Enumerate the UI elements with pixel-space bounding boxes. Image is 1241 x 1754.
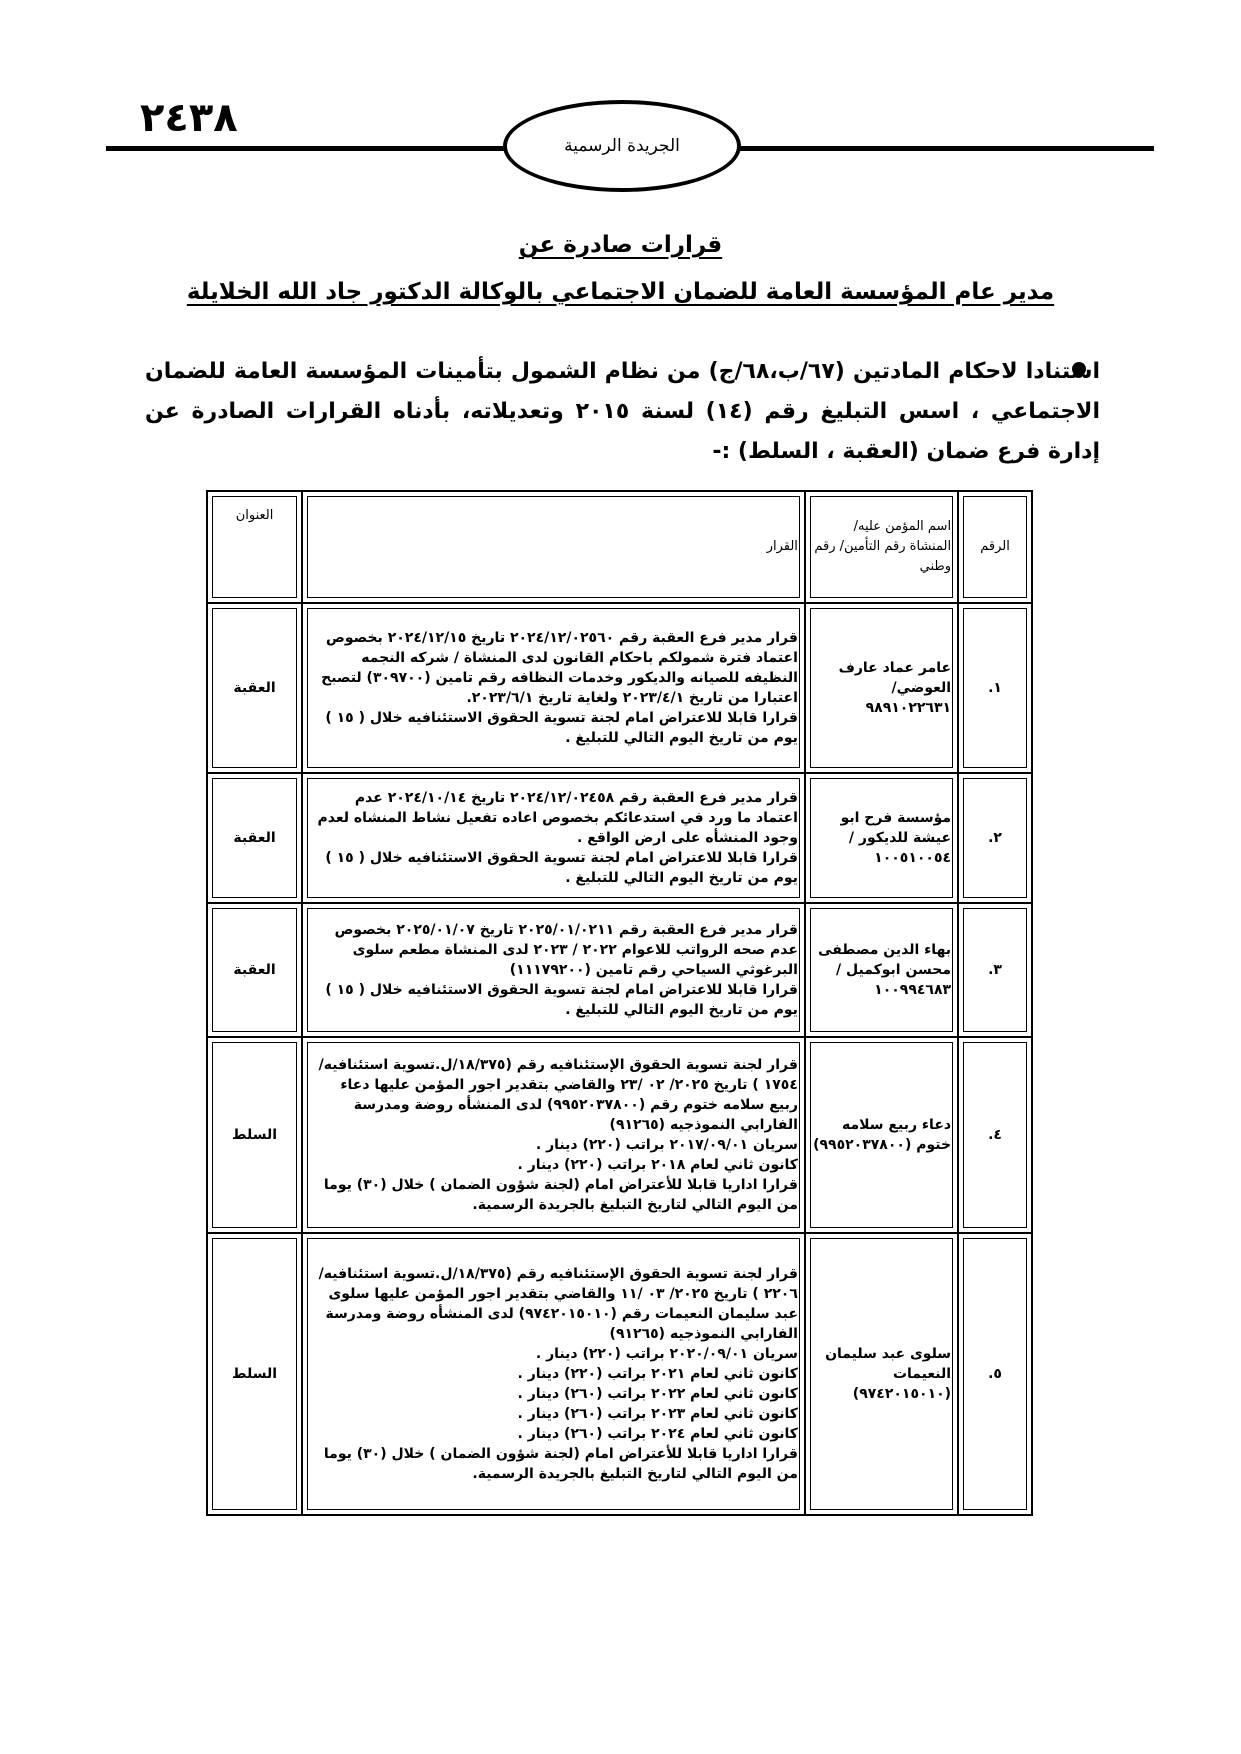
decision-line: كانون ثاني لعام ٢٠٢٤ براتب (٢٦٠) دينار . [517,1426,798,1442]
decision-line: قرارا اداريا قابلا للأعتراض امام (لجنة شؤون الضمان ) خلال (٣٠) يوما من اليوم التالي لتاريخ التبليغ بالجريدة الرسمية. [323,1446,798,1482]
decisions-table [206,490,1033,1516]
row-address: السلط [207,1233,302,1515]
table-row [207,1037,1032,1233]
header-number: الرقم [958,491,1032,603]
intro-paragraph: استنادا لاحكام المادتين (٦٧/ب،٦٨/ج) من نظام الشمول بتأمينات المؤسسة العامة للضمان الاجتماعي ، اسس التبليغ رقم (١٤) لسنة ٢٠١٥ وتعديلاته، بأدناه القرارات الصادرة عن إدارة فرع ضمان (العقبة ، السلط) :- [145,359,1100,464]
decision-line: كانون ثاني لعام ٢٠٢٢ براتب (٢٦٠) دينار . [517,1386,798,1402]
row-address: العقبة [207,903,302,1037]
table-body [207,603,1032,1515]
decision-line: قرار لجنة تسوية الحقوق الإستئنافيه رقم (١٨/٣٧٥/ل.تسوية استئنافيه/١٧٥٤ ) تاريخ ٢٠٢٥/ ٠٢ /٢٣ والقاضي بتقدير اجور المؤمن عليها دعاء ربيع سلامه ختوم رقم (٩٩٥٢٠٣٧٨٠٠) لدى المنشأه روضة ومدرسة الفارابي النموذجيه (٩١٢٦٥) [318,1057,798,1133]
row-decision [302,1037,805,1233]
decision-line: كانون ثاني لعام ٢٠١٨ براتب (٢٢٠) دينار . [517,1157,798,1173]
row-insured-name: دعاء ربيع سلامه ختوم (٩٩٥٢٠٣٧٨٠٠) [805,1037,958,1233]
table-row [207,1233,1032,1515]
row-number: ٢. [958,773,1032,903]
decision-line: قرارا قابلا للاعتراض امام لجنة تسوية الحقوق الاستئنافيه خلال ( ١٥ ) يوم من تاريخ اليوم التالي للتبليغ . [325,850,798,886]
decision-line: كانون ثاني لعام ٢٠٢٣ براتب (٢٦٠) دينار . [517,1406,798,1422]
table-row [207,903,1032,1037]
decision-line: قرار مدير فرع العقبة رقم ٢٠٢٤/١٢/٠٢٥٦٠ تاريخ ٢٠٢٤/١٢/١٥ بخصوص اعتماد فترة شمولكم باحكام القانون لدى المنشاة / شركه النجمه النظيفه للصيانه والديكور وخدمات النظافه رقم تامين (٣٠٩٧٠٠) لتصبح اعتبارا من تاريخ ٢٠٢٣/٤/١ ولغاية تاريخ ٢٠٢٣/٦/١. [321,630,798,706]
row-insured-name: بهاء الدين مصطفى محسن ابوكميل / ١٠٠٩٩٤٦٨٣ [805,903,958,1037]
header-address: العنوان [207,491,302,603]
row-address: العقبة [207,603,302,773]
row-number: ١. [958,603,1032,773]
table-header-row [207,491,1032,603]
row-insured-name: عامر عماد عارف العوضي/ ٩٨٩١٠٢٢٦٣١ [805,603,958,773]
header-decision: القرار [302,491,805,603]
row-number: ٣. [958,903,1032,1037]
row-insured-name: مؤسسة فرح ابو عيشة للديكور / ١٠٠٥١٠٠٥٤ [805,773,958,903]
section-subtitle: مدير عام المؤسسة العامة للضمان الاجتماعي بالوكالة الدكتور جاد الله الخلايلة [186,279,1055,305]
section-title: قرارات صادرة عن [518,232,723,258]
decision-line: سريان ٢٠١٧/٠٩/٠١ براتب (٢٢٠) دينار . [535,1137,798,1153]
table-row [207,773,1032,903]
row-insured-name: سلوى عبد سليمان النعيمات (٩٧٤٢٠١٥٠١٠) [805,1233,958,1515]
row-number: ٥. [958,1233,1032,1515]
row-number: ٤. [958,1037,1032,1233]
row-decision [302,603,805,773]
decision-line: كانون ثاني لعام ٢٠٢١ براتب (٢٢٠) دينار . [517,1366,798,1382]
decision-line: قرار لجنة تسوية الحقوق الإستئنافيه رقم (١٨/٣٧٥/ل.تسوية استئنافيه/٢٢٠٦ ) تاريخ ٢٠٢٥/ ٠٣ /١١ والقاضي بتقدير اجور المؤمن عليها سلوى عبد سليمان النعيمات رقم (٩٧٤٢٠١٥٠١٠) لدى المنشأه روضة ومدرسة الفارابي النموذجيه (٩١٢٦٥) [318,1266,798,1342]
decision-line: قرارا قابلا للاعتراض امام لجنة تسوية الحقوق الاستئنافيه خلال ( ١٥ ) يوم من تاريخ اليوم التالي للتبليغ . [325,982,798,1018]
decision-line: قرارا اداريا قابلا للأعتراض امام (لجنة شؤون الضمان ) خلال (٣٠) يوما من اليوم التالي لتاريخ التبليغ بالجريدة الرسمية. [323,1177,798,1213]
row-address: العقبة [207,773,302,903]
row-decision [302,903,805,1037]
page-number: ٢٤٣٨ [140,95,238,141]
table-row [207,603,1032,773]
decision-line: قرار مدير فرع العقبة رقم ٢٠٢٤/١٢/٠٢٤٥٨ تاريخ ٢٠٢٤/١٠/١٤ عدم اعتماد ما ورد في استدعائكم بخصوص اعاده تفعيل نشاط المنشاه لعدم وجود المنشأه على ارض الواقع . [317,790,798,846]
row-address: السلط [207,1037,302,1233]
decision-line: قرارا قابلا للاعتراض امام لجنة تسوية الحقوق الاستئنافيه خلال ( ١٥ ) يوم من تاريخ اليوم التالي للتبليغ . [325,710,798,746]
header-name: اسم المؤمن عليه/ المنشاة رقم التأمين/ رقم وطني [805,491,958,603]
decision-line: قرار مدير فرع العقبة رقم ٢٠٢٥/٠١/٠٢١١ تاريخ ٢٠٢٥/٠١/٠٧ بخصوص عدم صحه الرواتب للاعوام ٢٠٢٢ / ٢٠٢٣ لدى المنشاة مطعم سلوى البرغوثي السياحي رقم تامين (١١١٧٩٢٠٠) [334,922,798,978]
row-decision [302,1233,805,1515]
decision-line: سريان ٢٠٢٠/٠٩/٠١ براتب (٢٢٠) دينار . [535,1346,798,1362]
gazette-oval-label: الجريدة الرسمية [503,100,741,192]
row-decision [302,773,805,903]
